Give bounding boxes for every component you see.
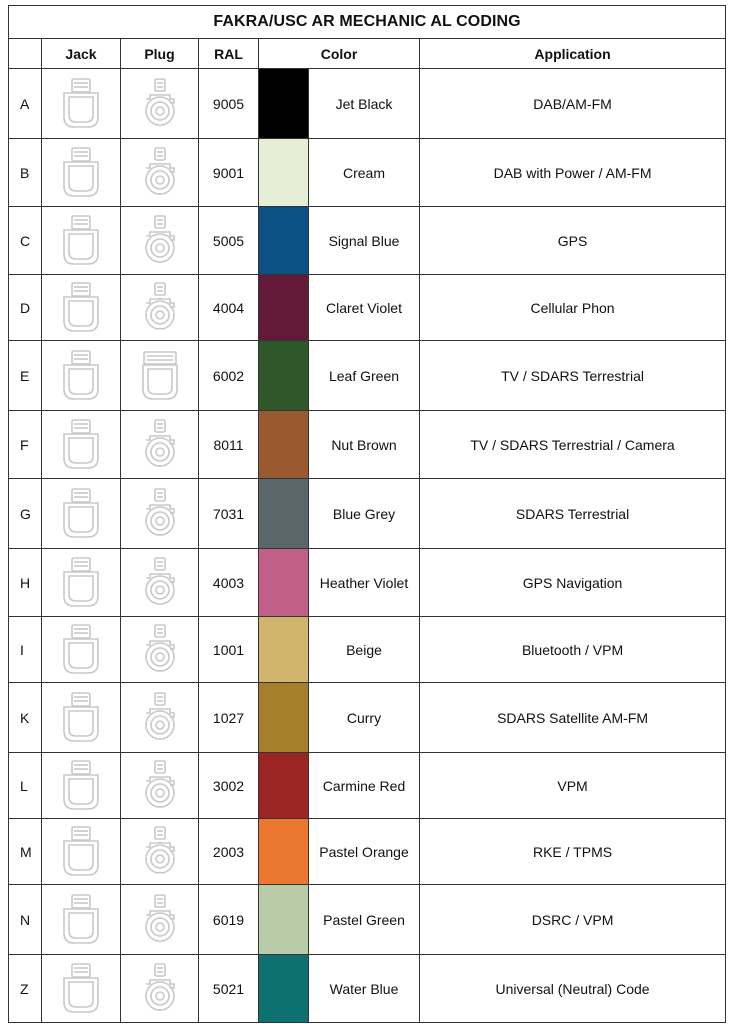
color-name: Signal Blue <box>309 207 420 275</box>
jack-cell <box>42 275 121 341</box>
color-swatch-fill <box>259 275 308 340</box>
coding-letter: K <box>9 683 42 753</box>
color-swatch-fill <box>259 819 308 884</box>
color-swatch <box>259 341 309 411</box>
color-name: Cream <box>309 139 420 207</box>
color-swatch <box>259 955 309 1023</box>
table-row <box>9 207 726 275</box>
application: DAB with Power / AM-FM <box>420 139 726 207</box>
color-swatch <box>259 885 309 955</box>
table-row <box>9 753 726 819</box>
plug-cell <box>121 617 199 683</box>
fakra-jack-icon <box>58 418 104 472</box>
coding-letter: H <box>9 549 42 617</box>
plug-cell <box>121 885 199 955</box>
ral-code: 4004 <box>199 275 259 341</box>
header-ral: RAL <box>199 39 259 69</box>
table-row <box>9 617 726 683</box>
application: DSRC / VPM <box>420 885 726 955</box>
table-title: FAKRA/USC AR MECHANIC AL CODING <box>9 6 726 39</box>
header-plug: Plug <box>121 39 199 69</box>
color-name: Water Blue <box>309 955 420 1023</box>
fakra-jack-style-plug-icon <box>137 349 183 403</box>
coding-letter: M <box>9 819 42 885</box>
color-name: Heather Violet <box>309 549 420 617</box>
fakra-plug-icon <box>137 623 183 677</box>
fakra-jack-icon <box>58 556 104 610</box>
jack-cell <box>42 139 121 207</box>
plug-cell <box>121 753 199 819</box>
jack-cell <box>42 341 121 411</box>
color-swatch <box>259 753 309 819</box>
color-swatch-fill <box>259 885 308 954</box>
plug-cell <box>121 139 199 207</box>
jack-cell <box>42 411 121 479</box>
application: Cellular Phon <box>420 275 726 341</box>
ral-code: 1001 <box>199 617 259 683</box>
color-name: Leaf Green <box>309 341 420 411</box>
color-swatch <box>259 411 309 479</box>
fakra-plug-icon <box>137 214 183 268</box>
coding-letter: I <box>9 617 42 683</box>
plug-cell <box>121 207 199 275</box>
application: DAB/AM-FM <box>420 69 726 139</box>
color-swatch-fill <box>259 617 308 682</box>
plug-cell <box>121 275 199 341</box>
ral-code: 8011 <box>199 411 259 479</box>
color-swatch <box>259 207 309 275</box>
color-swatch <box>259 617 309 683</box>
table-row <box>9 411 726 479</box>
color-swatch <box>259 139 309 207</box>
plug-cell <box>121 549 199 617</box>
fakra-plug-icon <box>137 759 183 813</box>
color-swatch-fill <box>259 341 308 410</box>
fakra-jack-icon <box>58 146 104 200</box>
color-swatch <box>259 479 309 549</box>
fakra-jack-icon <box>58 893 104 947</box>
color-name: Jet Black <box>309 69 420 139</box>
color-swatch-fill <box>259 411 308 478</box>
color-name: Carmine Red <box>309 753 420 819</box>
ral-code: 4003 <box>199 549 259 617</box>
color-name: Pastel Orange <box>309 819 420 885</box>
fakra-plug-icon <box>137 77 183 131</box>
application: TV / SDARS Terrestrial / Camera <box>420 411 726 479</box>
color-swatch-fill <box>259 69 308 138</box>
table-row <box>9 479 726 549</box>
fakra-jack-icon <box>58 691 104 745</box>
jack-cell <box>42 549 121 617</box>
color-name: Blue Grey <box>309 479 420 549</box>
application: SDARS Satellite AM-FM <box>420 683 726 753</box>
fakra-coding-table <box>8 5 726 1023</box>
color-name: Pastel Green <box>309 885 420 955</box>
ral-code: 1027 <box>199 683 259 753</box>
coding-letter: B <box>9 139 42 207</box>
jack-cell <box>42 955 121 1023</box>
jack-cell <box>42 683 121 753</box>
application: Bluetooth / VPM <box>420 617 726 683</box>
color-swatch-fill <box>259 207 308 274</box>
coding-letter: A <box>9 69 42 139</box>
fakra-jack-icon <box>58 825 104 879</box>
table-row <box>9 139 726 207</box>
fakra-jack-icon <box>58 962 104 1016</box>
plug-cell <box>121 819 199 885</box>
header-letter <box>9 39 42 69</box>
ral-code: 6019 <box>199 885 259 955</box>
application: TV / SDARS Terrestrial <box>420 341 726 411</box>
jack-cell <box>42 69 121 139</box>
coding-letter: G <box>9 479 42 549</box>
coding-letter: F <box>9 411 42 479</box>
fakra-jack-icon <box>58 487 104 541</box>
jack-cell <box>42 885 121 955</box>
color-swatch <box>259 549 309 617</box>
ral-code: 5021 <box>199 955 259 1023</box>
coding-letter: D <box>9 275 42 341</box>
fakra-jack-icon <box>58 77 104 131</box>
ral-code: 6002 <box>199 341 259 411</box>
color-swatch <box>259 69 309 139</box>
table-row <box>9 819 726 885</box>
jack-cell <box>42 207 121 275</box>
color-swatch-fill <box>259 753 308 818</box>
fakra-jack-icon <box>58 759 104 813</box>
ral-code: 9005 <box>199 69 259 139</box>
application: VPM <box>420 753 726 819</box>
color-swatch-fill <box>259 139 308 206</box>
application: GPS <box>420 207 726 275</box>
application: Universal (Neutral) Code <box>420 955 726 1023</box>
color-name: Beige <box>309 617 420 683</box>
plug-cell <box>121 955 199 1023</box>
color-swatch-fill <box>259 955 308 1022</box>
color-name: Nut Brown <box>309 411 420 479</box>
fakra-plug-icon <box>137 825 183 879</box>
application: GPS Navigation <box>420 549 726 617</box>
fakra-jack-icon <box>58 623 104 677</box>
color-swatch-fill <box>259 479 308 548</box>
fakra-plug-icon <box>137 487 183 541</box>
coding-letter: C <box>9 207 42 275</box>
fakra-plug-icon <box>137 418 183 472</box>
fakra-plug-icon <box>137 691 183 745</box>
color-swatch-fill <box>259 683 308 752</box>
fakra-plug-icon <box>137 893 183 947</box>
table-row <box>9 69 726 139</box>
fakra-jack-icon <box>58 349 104 403</box>
table-row <box>9 341 726 411</box>
fakra-plug-icon <box>137 146 183 200</box>
ral-code: 3002 <box>199 753 259 819</box>
ral-code: 5005 <box>199 207 259 275</box>
application: SDARS Terrestrial <box>420 479 726 549</box>
color-swatch-fill <box>259 549 308 616</box>
fakra-jack-icon <box>58 214 104 268</box>
coding-letter: Z <box>9 955 42 1023</box>
ral-code: 2003 <box>199 819 259 885</box>
jack-cell <box>42 753 121 819</box>
table-row <box>9 885 726 955</box>
plug-cell <box>121 411 199 479</box>
jack-cell <box>42 479 121 549</box>
color-swatch <box>259 275 309 341</box>
table-row <box>9 275 726 341</box>
ral-code: 9001 <box>199 139 259 207</box>
fakra-jack-icon <box>58 281 104 335</box>
color-name: Curry <box>309 683 420 753</box>
table-row <box>9 955 726 1023</box>
color-swatch <box>259 819 309 885</box>
coding-letter: E <box>9 341 42 411</box>
table-row <box>9 549 726 617</box>
ral-code: 7031 <box>199 479 259 549</box>
plug-cell <box>121 341 199 411</box>
coding-letter: L <box>9 753 42 819</box>
fakra-plug-icon <box>137 281 183 335</box>
color-name: Claret Violet <box>309 275 420 341</box>
plug-cell <box>121 69 199 139</box>
jack-cell <box>42 819 121 885</box>
plug-cell <box>121 683 199 753</box>
header-application: Application <box>420 39 726 69</box>
table-row <box>9 683 726 753</box>
fakra-plug-icon <box>137 556 183 610</box>
header-jack: Jack <box>42 39 121 69</box>
color-swatch <box>259 683 309 753</box>
jack-cell <box>42 617 121 683</box>
plug-cell <box>121 479 199 549</box>
header-row <box>9 39 726 69</box>
coding-letter: N <box>9 885 42 955</box>
application: RKE / TPMS <box>420 819 726 885</box>
header-color: Color <box>259 39 420 69</box>
fakra-plug-icon <box>137 962 183 1016</box>
